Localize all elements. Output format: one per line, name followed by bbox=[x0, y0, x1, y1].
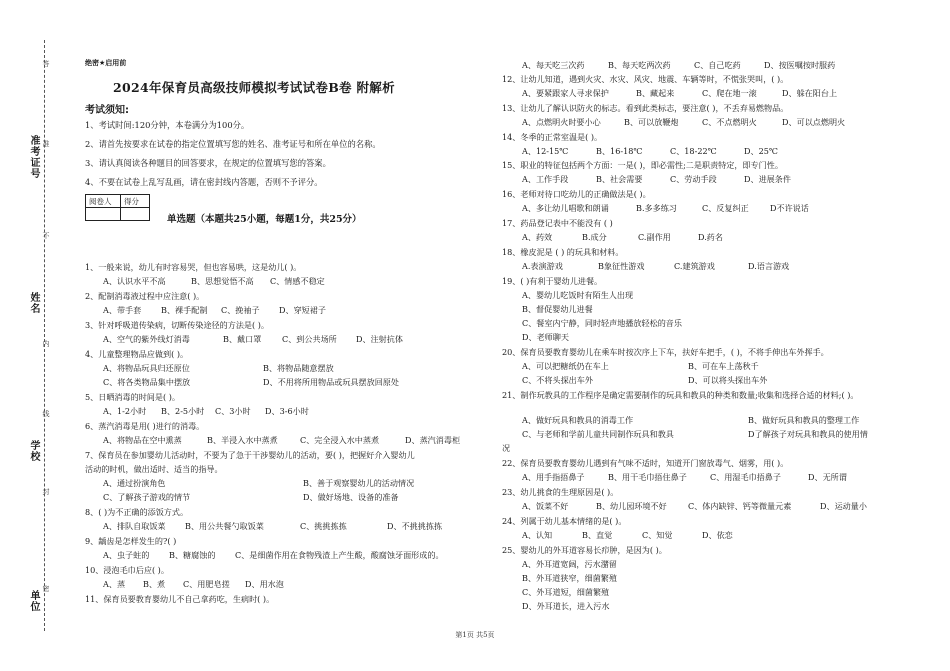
answer-option[interactable]: A、通过扮演角色 bbox=[103, 478, 166, 488]
binding-margin bbox=[0, 0, 60, 671]
answer-option[interactable]: D、按医嘱按时服药 bbox=[764, 60, 836, 70]
seal-line bbox=[44, 40, 45, 631]
question-text: 25、婴幼儿的外耳道容易长疖肿，是因为( )。 bbox=[502, 545, 667, 555]
answer-option[interactable]: A、多让幼儿唱歌和朗诵 bbox=[522, 203, 609, 213]
field-unit[interactable] bbox=[26, 590, 41, 612]
reviewer-label: 阅卷人 bbox=[86, 195, 121, 208]
seal-word: 线 bbox=[42, 410, 50, 417]
seal-word: 内 bbox=[42, 340, 50, 347]
answer-option[interactable]: B象征性游戏 bbox=[598, 261, 645, 271]
answer-option[interactable]: D、可以将头探出车外 bbox=[688, 375, 768, 385]
answer-option[interactable]: C、完全浸入水中蒸煮 bbox=[300, 435, 380, 445]
question-text: 24、列属于幼儿基本情绪的是( )。 bbox=[502, 516, 627, 526]
answer-option[interactable]: C、反复纠正 bbox=[702, 203, 749, 213]
answer-option[interactable]: A、将物品玩具归还原位 bbox=[103, 363, 190, 373]
answer-option[interactable]: D、穿短裙子 bbox=[279, 305, 326, 315]
question-text: 活动的时机，做出适时、适当的指导。 bbox=[85, 464, 223, 474]
question-text: 13、让幼儿了解认识防火的标志。看到此类标志，要注意( )，不丢弃易燃物品。 bbox=[502, 103, 789, 113]
answer-option[interactable]: A、蒸 bbox=[103, 579, 126, 589]
score-label: 得分 bbox=[121, 195, 150, 208]
answer-option[interactable]: B、裸手配制 bbox=[161, 305, 208, 315]
answer-option[interactable]: A、1-2小时 bbox=[103, 406, 147, 416]
answer-option[interactable]: B、直觉 bbox=[582, 530, 613, 540]
question-text: 19、( )有利于婴幼儿进餐。 bbox=[502, 276, 603, 286]
answer-option[interactable]: A、药效 bbox=[522, 232, 553, 242]
answer-option[interactable]: C、不将头探出车外 bbox=[522, 375, 593, 385]
seal-word: 密 bbox=[42, 585, 50, 592]
answer-option[interactable]: B、16-18℃ bbox=[596, 146, 643, 156]
answer-option[interactable]: D、运动量小 bbox=[820, 501, 867, 511]
answer-option[interactable]: D.药名 bbox=[698, 232, 723, 242]
answer-option[interactable]: C、餐室内宁静，同时轻声地播放轻松的音乐 bbox=[522, 318, 682, 328]
seal-word: 不 bbox=[42, 232, 50, 239]
notice-heading: 考试须知: bbox=[85, 105, 129, 116]
answer-option[interactable]: B、督促婴幼儿进餐 bbox=[522, 304, 593, 314]
answer-option[interactable]: B、藏起来 bbox=[636, 88, 675, 98]
question-text: 8、( )为不正确的添饭方式。 bbox=[85, 507, 189, 517]
question-text: 22、保育员要教育婴幼儿遇到有气味不适时，知道开门窗放毒气、烟雾，用( )。 bbox=[502, 458, 789, 468]
secret-label: 绝密★启用前 bbox=[85, 59, 127, 67]
answer-option[interactable]: B、2-5小时 bbox=[161, 406, 205, 416]
answer-option[interactable]: A、做好玩具和教具的消毒工作 bbox=[522, 415, 634, 425]
answer-option[interactable]: A、认识水平不高 bbox=[103, 276, 166, 286]
answer-option[interactable]: D、躲在阳台上 bbox=[782, 88, 838, 98]
question-text: 14、冬季的正常室温是( )。 bbox=[502, 132, 603, 142]
answer-option[interactable]: C、情感不稳定 bbox=[270, 276, 325, 286]
answer-option[interactable]: B、社会需要 bbox=[596, 174, 643, 184]
question-text: 况 bbox=[502, 443, 511, 453]
question-text: 1、一般来说，幼儿有时容易哭，但也容易哄，这是幼儿( )。 bbox=[85, 262, 302, 272]
answer-option[interactable]: A、排队自取饭菜 bbox=[103, 521, 166, 531]
answer-option[interactable]: C、知觉 bbox=[642, 530, 673, 540]
score-cell[interactable] bbox=[121, 208, 150, 221]
answer-option[interactable]: A、点燃明火时要小心 bbox=[522, 117, 601, 127]
answer-option[interactable]: B、可以放鞭炮 bbox=[624, 117, 679, 127]
question-text: 21、制作玩教具的工作程序是确定需要制作的玩具和教具的种类和数量;收集和选择合适的材料;( )。 bbox=[502, 390, 859, 400]
answer-option[interactable]: B、半浸入水中蒸煮 bbox=[207, 435, 278, 445]
answer-option[interactable]: A、工作手段 bbox=[522, 174, 569, 184]
answer-option[interactable]: C、3小时 bbox=[215, 406, 251, 416]
question-text: 17、药品登记表中不能没有 ( ) bbox=[502, 218, 613, 228]
answer-option[interactable]: D、不挑挑拣拣 bbox=[387, 521, 443, 531]
answer-option[interactable]: D不许说话 bbox=[770, 203, 809, 213]
answer-option[interactable]: C、体内缺锌、钙等微量元素 bbox=[688, 501, 792, 511]
answer-option[interactable]: D、注射抗体 bbox=[356, 334, 403, 344]
reviewer-cell[interactable] bbox=[86, 208, 121, 221]
question-text: 3、针对呼吸道传染病，切断传染途径的方法是( )。 bbox=[85, 320, 270, 330]
answer-option[interactable]: B、将物品随意摆放 bbox=[263, 363, 334, 373]
answer-option[interactable]: A、要紧跟家人寻求保护 bbox=[522, 88, 609, 98]
score-box bbox=[85, 194, 150, 221]
answer-option[interactable]: B.多多练习 bbox=[636, 203, 677, 213]
question-text: 2、配制消毒液过程中应注意( )。 bbox=[85, 291, 205, 301]
answer-option[interactable]: B、煮 bbox=[143, 579, 166, 589]
answer-option[interactable]: B、用干毛巾捂住鼻子 bbox=[608, 472, 687, 482]
answer-option[interactable]: C、是细菌作用在食物残渣上产生酸，酸腐蚀牙面形成的。 bbox=[235, 550, 444, 560]
question-text: 15、职业的特征包括两个方面：一是( )，即必需性;二是职责特定，即专门性。 bbox=[502, 160, 783, 170]
question-text: 4、儿童整理物品应做到( )。 bbox=[85, 349, 189, 359]
notice-item: 2、请首先按要求在试卷的指定位置填写您的姓名、准考证号和所在单位的名称。 bbox=[85, 139, 381, 149]
answer-option[interactable]: A、饭菜不好 bbox=[522, 501, 569, 511]
answer-option[interactable]: D、3-6小时 bbox=[265, 406, 309, 416]
answer-option[interactable]: C、不点燃明火 bbox=[702, 117, 757, 127]
answer-option[interactable]: D、进展条件 bbox=[744, 174, 791, 184]
answer-option[interactable]: D.语言游戏 bbox=[748, 261, 790, 271]
question-text: 16、老师对待口吃幼儿的正确做法是( )。 bbox=[502, 189, 651, 199]
field-name[interactable] bbox=[26, 292, 41, 314]
question-text: 7、保育员在参加婴幼儿活动时，不要为了急于干涉婴幼儿的活动，要( )，把握好介入婴幼儿 bbox=[85, 450, 415, 460]
answer-option[interactable]: D、依恋 bbox=[702, 530, 733, 540]
answer-option[interactable]: D、外耳道长，进入污水 bbox=[522, 601, 610, 611]
answer-option[interactable]: A.表演游戏 bbox=[522, 261, 563, 271]
notice-item: 4、不要在试卷上乱写乱画，请在密封线内答题，否则不予评分。 bbox=[85, 177, 323, 187]
answer-option[interactable]: D、老师聊天 bbox=[522, 332, 569, 342]
answer-option[interactable]: A、空气的紫外线灯消毒 bbox=[103, 334, 190, 344]
question-text: 11、保育员要教育婴幼儿不自己拿药吃，生病时( )。 bbox=[85, 594, 275, 604]
answer-option[interactable]: C、用湿毛巾捂鼻子 bbox=[710, 472, 781, 482]
answer-option[interactable]: C、到公共场所 bbox=[282, 334, 337, 344]
answer-option[interactable]: D、蒸汽消毒柜 bbox=[405, 435, 461, 445]
answer-option[interactable]: C、18-22℃ bbox=[670, 146, 717, 156]
answer-option[interactable]: A、12-15℃ bbox=[522, 146, 569, 156]
answer-option[interactable]: B、做好玩具和教具的整理工作 bbox=[748, 415, 860, 425]
answer-option[interactable]: D、用水泡 bbox=[245, 579, 284, 589]
page-title: 2024年保育员高级技师模拟考试试卷B卷 附解析 bbox=[113, 80, 395, 95]
answer-option[interactable]: D、无所谓 bbox=[808, 472, 847, 482]
answer-option[interactable]: D、做好场地、设备的准备 bbox=[303, 492, 399, 502]
answer-option[interactable]: A、用手指捂鼻子 bbox=[522, 472, 585, 482]
answer-option[interactable]: B.成分 bbox=[582, 232, 607, 242]
field-label: 准考证号 bbox=[28, 135, 39, 179]
answer-option[interactable]: A、虫子蛀的 bbox=[103, 550, 150, 560]
answer-option[interactable]: B、善于观察婴幼儿的活动情况 bbox=[303, 478, 415, 488]
answer-option[interactable]: C、外耳道短，细菌繁殖 bbox=[522, 587, 610, 597]
question-text: 6、蒸汽消毒是用( )进行的消毒。 bbox=[85, 421, 205, 431]
notice-item: 1、考试时间:120分钟，本卷满分为100分。 bbox=[85, 120, 250, 130]
notice-item: 3、请认真阅读各种题目的回答要求，在规定的位置填写您的答案。 bbox=[85, 158, 331, 168]
answer-option[interactable]: A、婴幼儿吃饭时有陌生人出现 bbox=[522, 290, 634, 300]
answer-option[interactable]: C、挑挑拣拣 bbox=[300, 521, 347, 531]
answer-option[interactable]: A、每天吃三次药 bbox=[522, 60, 585, 70]
answer-option[interactable]: A、认知 bbox=[522, 530, 553, 540]
answer-option[interactable]: C、与老师和学前儿童共同制作玩具和教具 bbox=[522, 429, 674, 439]
field-label: 姓名 bbox=[28, 292, 39, 314]
answer-option[interactable]: A、将物品在空中熏蒸 bbox=[103, 435, 182, 445]
question-text: 18、橡皮泥是 ( ) 的玩具和材料。 bbox=[502, 247, 624, 257]
question-text: 23、幼儿挑食的生理原因是( )。 bbox=[502, 487, 619, 497]
answer-option[interactable]: B、思想觉悟不高 bbox=[191, 276, 254, 286]
answer-option[interactable]: A、带手套 bbox=[103, 305, 142, 315]
answer-option[interactable]: B、幼儿园环境不好 bbox=[596, 501, 667, 511]
answer-option[interactable]: D、可以点燃明火 bbox=[782, 117, 846, 127]
section-heading: 单选题（本题共25小题，每题1分，共25分） bbox=[167, 214, 362, 225]
answer-option[interactable]: C.副作用 bbox=[638, 232, 671, 242]
seal-word: 封 bbox=[42, 488, 50, 495]
answer-option[interactable]: A、可以把糖纸仍在车上 bbox=[522, 361, 609, 371]
question-text: 5、日晒消毒的时间是( )。 bbox=[85, 392, 180, 402]
question-text: 12、让幼儿知道，遇到火灾、水灾、风灾、地震、车辆等时，不慌张哭叫，( )。 bbox=[502, 74, 789, 84]
field-school[interactable] bbox=[26, 440, 41, 462]
field-exam-number[interactable] bbox=[26, 135, 41, 179]
answer-option[interactable]: C、劳动手段 bbox=[670, 174, 717, 184]
field-label: 单位 bbox=[28, 590, 39, 612]
question-text: 20、保育员要教育婴幼儿在乘车时按次序上下车，扶好车把手，( )，不将手伸出车外挥手。 bbox=[502, 347, 829, 357]
answer-option[interactable]: C、挽袖子 bbox=[221, 305, 260, 315]
answer-option[interactable]: D、不用将所用物品或玩具摆放回原处 bbox=[263, 377, 399, 387]
answer-option[interactable]: D、25℃ bbox=[744, 146, 778, 156]
answer-option[interactable]: B、可在车上荡秋千 bbox=[688, 361, 759, 371]
answer-option[interactable]: C、用肥皂搓 bbox=[183, 579, 230, 589]
answer-option[interactable]: C、了解孩子游戏的情节 bbox=[103, 492, 191, 502]
seal-word: 答 bbox=[42, 60, 50, 67]
answer-option[interactable]: C.建筑游戏 bbox=[674, 261, 715, 271]
answer-option[interactable]: B、糖腐蚀的 bbox=[169, 550, 216, 560]
question-text: 9、龋齿是怎样发生的?( ) bbox=[85, 536, 177, 546]
field-label: 学校 bbox=[28, 440, 39, 462]
answer-option[interactable]: B、外耳道狭窄，细菌繁殖 bbox=[522, 573, 617, 583]
answer-option[interactable]: B、戴口罩 bbox=[223, 334, 262, 344]
answer-option[interactable]: B、每天吃两次药 bbox=[608, 60, 671, 70]
question-text: 10、浸泡毛巾后应( )。 bbox=[85, 565, 169, 575]
answer-option[interactable]: D了解孩子对玩具和教具的使用情 bbox=[748, 429, 868, 439]
answer-option[interactable]: B、用公共餐勺取饭菜 bbox=[185, 521, 264, 531]
seal-word: 准 bbox=[42, 140, 50, 147]
answer-option[interactable]: A、外耳道宽阔，污水潴留 bbox=[522, 559, 617, 569]
answer-option[interactable]: C、爬在地一滚 bbox=[702, 88, 757, 98]
answer-option[interactable]: C、自己吃药 bbox=[694, 60, 741, 70]
page-number: 第1页 共5页 bbox=[455, 631, 495, 639]
answer-option[interactable]: C、将各类物品集中摆放 bbox=[103, 377, 191, 387]
